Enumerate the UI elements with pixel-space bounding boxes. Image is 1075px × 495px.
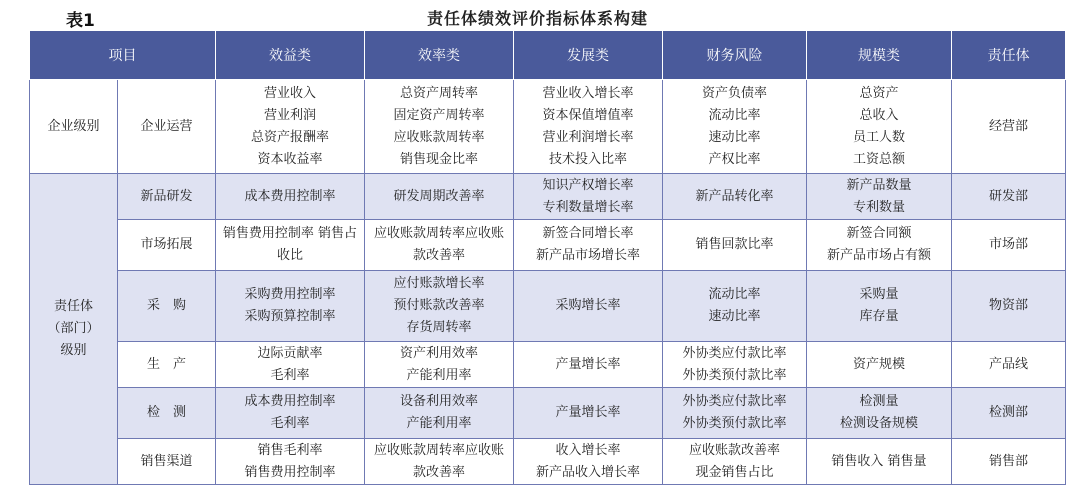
group-label-enterprise: 企业级别 xyxy=(30,80,118,174)
column-header-efficiency: 效率类 xyxy=(365,31,514,80)
owner-cell: 检测部 xyxy=(952,388,1066,439)
indicator-table xyxy=(29,30,1066,485)
benefit-cell: 采购费用控制率 采购预算控制率 xyxy=(216,271,365,342)
item-cell: 生 产 xyxy=(118,342,216,388)
owner-cell: 研发部 xyxy=(952,174,1066,220)
scale-cell: 销售收入 销售量 xyxy=(807,439,952,485)
risk-cell: 应收账款改善率 现金销售占比 xyxy=(663,439,807,485)
development-cell: 收入增长率 新产品收入增长率 xyxy=(514,439,663,485)
owner-cell: 产品线 xyxy=(952,342,1066,388)
scale-cell: 采购量 库存量 xyxy=(807,271,952,342)
table-title: 责任体绩效评价指标体系构建 xyxy=(426,9,648,28)
item-cell: 销售渠道 xyxy=(118,439,216,485)
development-cell: 采购增长率 xyxy=(514,271,663,342)
efficiency-cell: 应收账款周转率应收账款改善率 xyxy=(365,220,514,271)
table-row xyxy=(30,342,1066,388)
benefit-cell: 边际贡献率 毛利率 xyxy=(216,342,365,388)
table-row xyxy=(30,174,1066,220)
benefit-cell: 销售毛利率 销售费用控制率 xyxy=(216,439,365,485)
item-cell: 新品研发 xyxy=(118,174,216,220)
table-row xyxy=(30,220,1066,271)
column-header-development: 发展类 xyxy=(514,31,663,80)
item-cell: 市场拓展 xyxy=(118,220,216,271)
owner-cell: 销售部 xyxy=(952,439,1066,485)
scale-cell: 检测量 检测设备规模 xyxy=(807,388,952,439)
risk-cell: 外协类应付款比率 外协类预付款比率 xyxy=(663,388,807,439)
table-row xyxy=(30,271,1066,342)
scale-cell: 新签合同额 新产品市场占有额 xyxy=(807,220,952,271)
header-row xyxy=(30,31,1066,80)
owner-cell: 经营部 xyxy=(952,80,1066,174)
scale-cell: 新产品数量 专利数量 xyxy=(807,174,952,220)
efficiency-cell: 总资产周转率 固定资产周转率 应收账款周转率 销售现金比率 xyxy=(365,80,514,174)
group-label-dept: 责任体（部门）级别 xyxy=(30,174,118,485)
risk-cell: 外协类应付款比率 外协类预付款比率 xyxy=(663,342,807,388)
table-row xyxy=(30,439,1066,485)
column-header-risk: 财务风险 xyxy=(663,31,807,80)
benefit-cell: 成本费用控制率 毛利率 xyxy=(216,388,365,439)
efficiency-cell: 设备利用效率 产能利用率 xyxy=(365,388,514,439)
development-cell: 产量增长率 xyxy=(514,342,663,388)
risk-cell: 销售回款比率 xyxy=(663,220,807,271)
benefit-cell: 营业收入 营业利润 总资产报酬率 资本收益率 xyxy=(216,80,365,174)
scale-cell: 总资产 总收入 员工人数 工资总额 xyxy=(807,80,952,174)
table-row xyxy=(30,388,1066,439)
table-row xyxy=(30,80,1066,174)
development-cell: 新签合同增长率 新产品市场增长率 xyxy=(514,220,663,271)
scale-cell: 资产规模 xyxy=(807,342,952,388)
owner-cell: 物资部 xyxy=(952,271,1066,342)
owner-cell: 市场部 xyxy=(952,220,1066,271)
development-cell: 产量增长率 xyxy=(514,388,663,439)
benefit-cell: 成本费用控制率 xyxy=(216,174,365,220)
development-cell: 营业收入增长率 资本保值增值率 营业利润增长率 技术投入比率 xyxy=(514,80,663,174)
efficiency-cell: 研发周期改善率 xyxy=(365,174,514,220)
efficiency-cell: 应付账款增长率 预付账款改善率 存货周转率 xyxy=(365,271,514,342)
risk-cell: 资产负债率 流动比率 速动比率 产权比率 xyxy=(663,80,807,174)
risk-cell: 流动比率 速动比率 xyxy=(663,271,807,342)
efficiency-cell: 资产利用效率 产能利用率 xyxy=(365,342,514,388)
item-cell: 企业运营 xyxy=(118,80,216,174)
table-label: 表1 xyxy=(66,11,95,31)
column-header-owner: 责任体 xyxy=(952,31,1066,80)
item-cell: 检 测 xyxy=(118,388,216,439)
column-header-item: 项目 xyxy=(30,31,216,80)
benefit-cell: 销售费用控制率 销售占收比 xyxy=(216,220,365,271)
column-header-benefit: 效益类 xyxy=(216,31,365,80)
development-cell: 知识产权增长率 专利数量增长率 xyxy=(514,174,663,220)
column-header-scale: 规模类 xyxy=(807,31,952,80)
efficiency-cell: 应收账款周转率应收账款改善率 xyxy=(365,439,514,485)
risk-cell: 新产品转化率 xyxy=(663,174,807,220)
item-cell: 采 购 xyxy=(118,271,216,342)
